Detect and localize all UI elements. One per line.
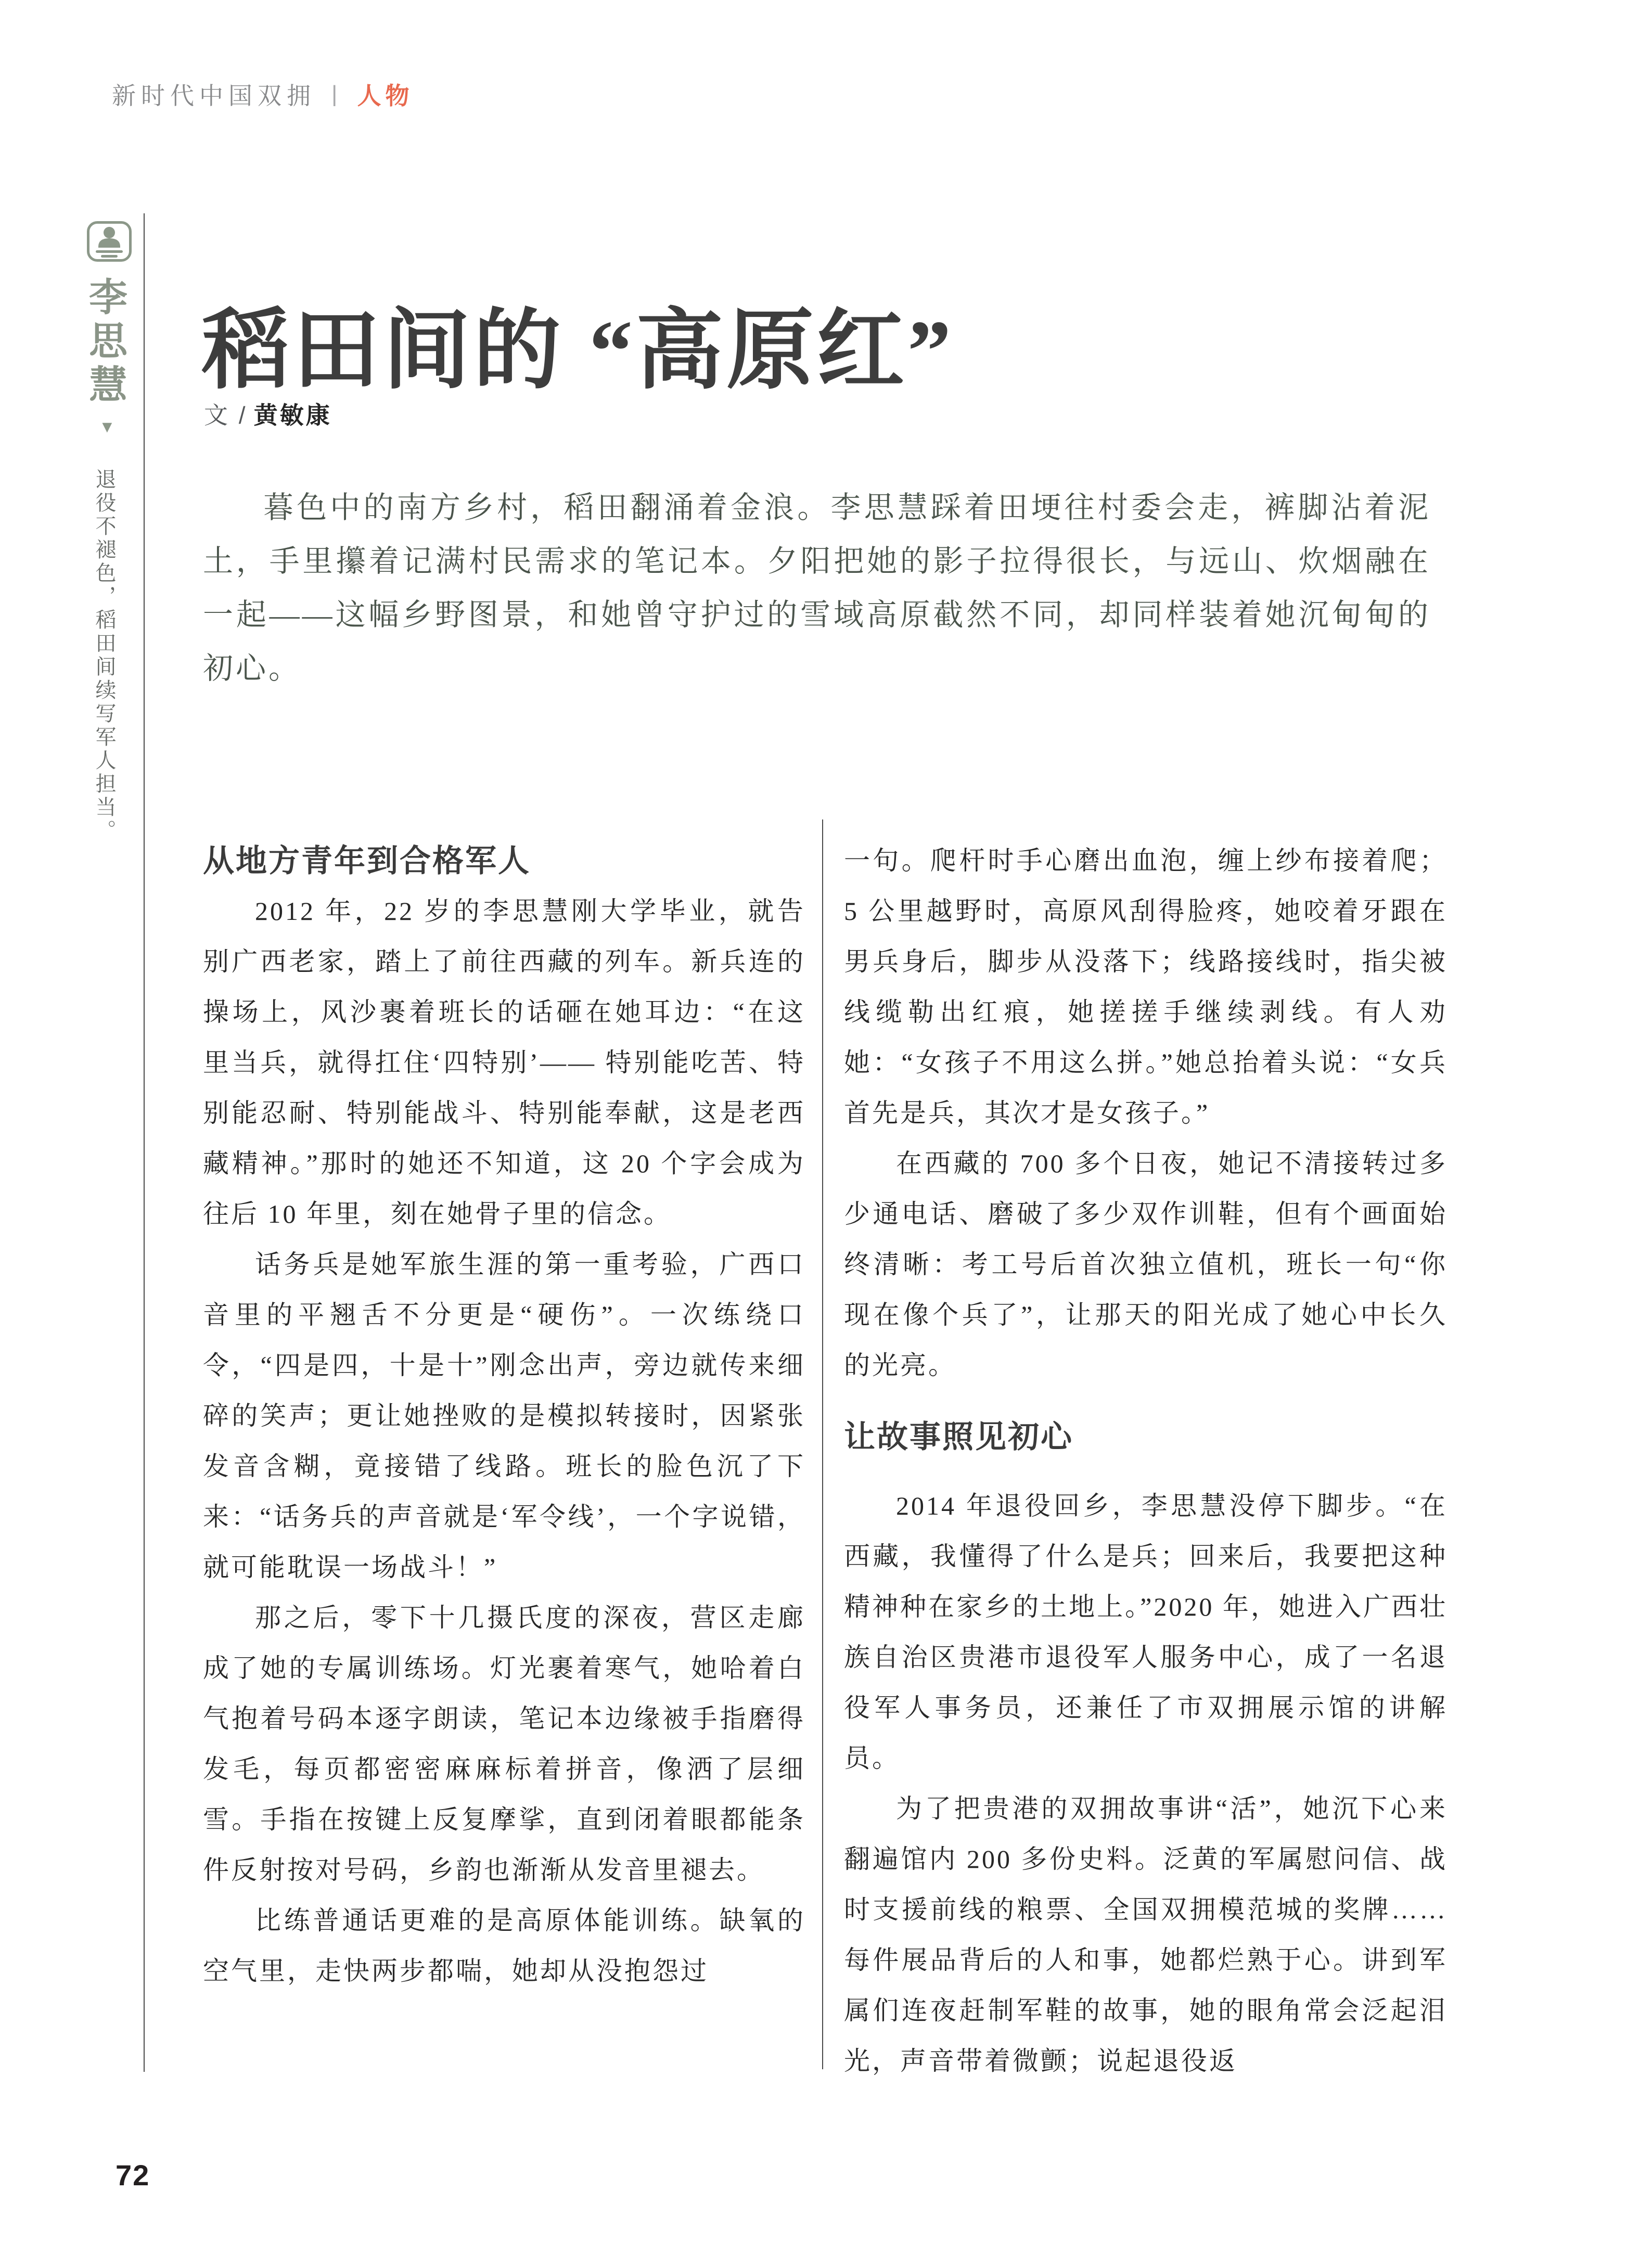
- page-header: [112, 77, 413, 111]
- left-column: [203, 836, 805, 2100]
- body-paragraph: 为了把贵港的双拥故事讲“活”，她沉下心来翻遍馆内 200 多份史料。泛黄的军属慰问信、战时支援前线的粮票、全国双拥模范城的奖牌…… 每件展品背后的人和事，她都烂熟于心。讲到军属们连夜赶制军鞋的故事，她的眼角常会泛起泪光，声音带着微颤；说起退役返: [844, 1794, 1448, 2076]
- intro-paragraph: 暮色中的南方乡村，稻田翻涌着金浪。李思慧踩着田埂往村委会走，裤脚沾着泥土，手里攥着记满村民需求的笔记本。夕阳把她的影子拉得很长，与远山、炊烟融在一起——这幅乡野图景，和她曾守护过的雪域高原截然不同，却同样装着她沉甸甸的初心。: [203, 491, 1431, 685]
- section-label: 人物: [357, 82, 414, 109]
- header-divider: |: [331, 81, 338, 107]
- sidebar-author-name: 李思慧: [83, 277, 126, 408]
- column-divider-line: [822, 819, 823, 2069]
- byline-prefix: 文 /: [204, 402, 248, 429]
- body-paragraph: 在西藏的 700 多个日夜，她记不清接转过多少通电话、磨破了多少双作训鞋，但有个画面始终清晰：考工号后首次独立值机，班长一句“你现在像个兵了”，让那天的阳光成了她心中长久的光亮。: [844, 1149, 1448, 1380]
- body-paragraph: 那之后，零下十几摄氏度的深夜，营区走廊成了她的专属训练场。灯光裹着寒气，她哈着白气抱着号码本逐字朗读，笔记本边缘被手指磨得发毛，每页都密密麻麻标着拼音，像洒了层细雪。手指在按键上反复摩挲，直到闭着眼都能条件反射按对号码，乡韵也渐渐从发音里褪去。: [203, 1603, 805, 1885]
- right-column: [844, 836, 1448, 2090]
- section-heading-1: 从地方青年到合格军人: [203, 843, 531, 878]
- down-triangle-icon: ▼: [99, 417, 116, 436]
- body-paragraph: 2014 年退役回乡，李思慧没停下脚步。“在西藏，我懂得了什么是兵；回来后，我要把这种精神种在家乡的土地上。”2020 年，她进入广西壮族自治区贵港市退役军人服务中心，成了一名退役军人事务员，还兼任了市双拥展示馆的讲解员。: [844, 1491, 1448, 1773]
- sidebar-tagline: 退役不褪色，稻田间续写军人担当。: [93, 468, 116, 843]
- byline-author: 黄敏康: [253, 402, 332, 429]
- profile-card-icon: [87, 221, 132, 262]
- sidebar-divider-line: [144, 213, 145, 2072]
- section-heading-2: 让故事照见初心: [844, 1419, 1073, 1454]
- byline: [204, 396, 332, 431]
- body-paragraph: 话务兵是她军旅生涯的第一重考验，广西口音里的平翘舌不分更是“硬伤”。一次练绕口令，“四是四，十是十”刚念出声，旁边就传来细碎的笑声；更让她挫败的是模拟转接时，因紧张发音含糊，竟接错了线路。班长的脸色沉了下来：“话务兵的声音就是‘军令线’，一个字说错，就可能耽误一场战斗！”: [203, 1250, 805, 1582]
- article-title: 稻田间的 “高原红”: [202, 302, 954, 400]
- magazine-title: 新时代中国双拥: [112, 82, 316, 109]
- body-paragraph: 比练普通话更难的是高原体能训练。缺氧的空气里，走快两步都喘，她却从没抱怨过: [203, 1906, 805, 1985]
- body-paragraph: 2012 年，22 岁的李思慧刚大学毕业，就告别广西老家，踏上了前往西藏的列车。新兵连的操场上，风沙裹着班长的话砸在她耳边：“在这里当兵，就得扛住‘四特别’—— 特别能吃苦、特别能忍耐、特别能战斗、特别能奉献，这是老西藏精神。”那时的她还不知道，这 20 个字会成为往后 10 年里，刻在她骨子里的信念。: [203, 896, 805, 1228]
- body-paragraph-continuation: 一句。爬杆时手心磨出血泡，缠上纱布接着爬；5 公里越野时，高原风刮得脸疼，她咬着牙跟在男兵身后，脚步从没落下；线路接线时，指尖被线缆勒出红痕，她搓搓手继续剥线。有人劝她：“女孩子不用这么拼。”她总抬着头说：“女兵首先是兵，其次才是女孩子。”: [844, 846, 1448, 1128]
- person-icon: [89, 224, 129, 259]
- page-number: 72: [116, 2159, 150, 2192]
